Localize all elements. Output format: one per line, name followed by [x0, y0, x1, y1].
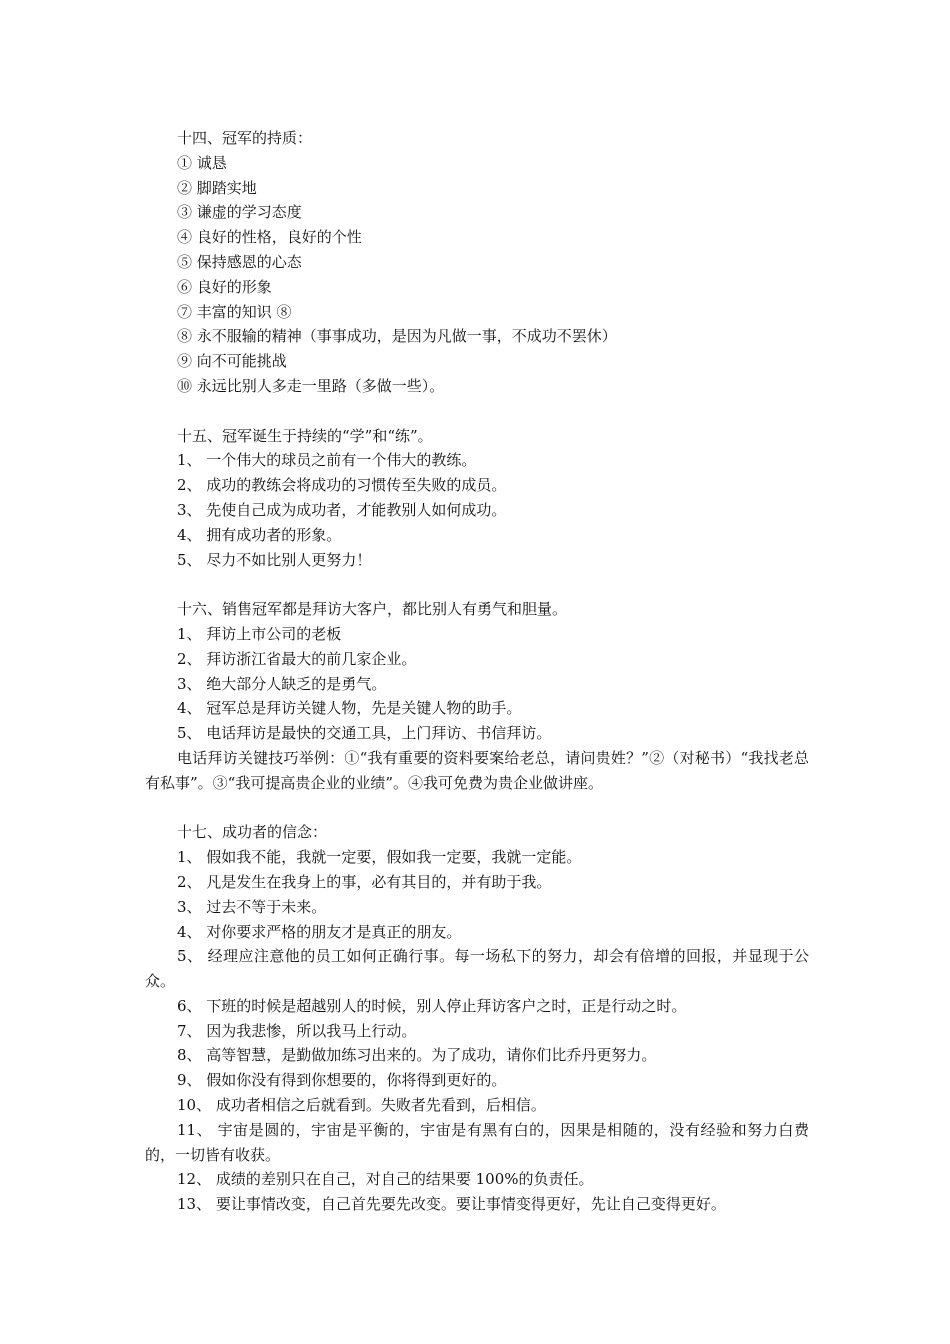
- list-item: ⑧ 永不服输的精神（事事成功，是因为凡做一事，不成功不罢休）: [177, 327, 617, 346]
- section-title: 十六、销售冠军都是拜访大客户，都比别人有勇气和胆量。: [177, 600, 568, 619]
- section-16: [145, 597, 809, 795]
- spacer: [145, 399, 809, 424]
- list-item: 12、 成绩的差别只在自己，对自己的结果要 100%的负责任。: [177, 1170, 594, 1189]
- list-item: 11、 宇宙是圆的，宇宙是平衡的，宇宙是有黑有白的，因果是相随的，没有经验和努力白费的，一切皆有收获。: [145, 1120, 809, 1164]
- list-item: ④ 良好的性格，良好的个性: [177, 228, 362, 247]
- list-item: 9、 假如你没有得到你想要的，你将得到更好的。: [177, 1071, 507, 1090]
- list-item: 13、 要让事情改变，自己首先要先改变。要让事情变得更好，先让自己变得更好。: [177, 1195, 726, 1214]
- section-title: 十五、冠军诞生于持续的“学”和“练”。: [177, 426, 433, 445]
- list-item: ① 诚恳: [177, 153, 227, 172]
- section-17: [145, 820, 809, 1217]
- list-item: 2、 拜访浙江省最大的前几家企业。: [177, 649, 417, 668]
- section-title: 十七、成功者的信念：: [177, 823, 328, 842]
- list-item: 4、 拥有成功者的形象。: [177, 525, 342, 544]
- list-item: 3、 绝大部分人缺乏的是勇气。: [177, 674, 387, 693]
- section-15: [145, 424, 809, 573]
- section-title: 十四、冠军的持质：: [177, 129, 313, 147]
- section-14: [145, 126, 809, 399]
- list-item: 4、 冠军总是拜访关键人物，先是关键人物的助手。: [177, 699, 522, 718]
- list-item: 7、 因为我悲惨，所以我马上行动。: [177, 1021, 417, 1040]
- list-item: 2、 成功的教练会将成功的习惯传至失败的成员。: [177, 476, 507, 495]
- list-item: 5、 电话拜访是最快的交通工具，上门拜访、书信拜访。: [177, 724, 552, 743]
- list-item: ⑥ 良好的形象: [177, 277, 272, 296]
- list-item: ⑦ 丰富的知识 ⑧: [177, 302, 292, 321]
- list-item: 1、 假如我不能，我就一定要，假如我一定要，我就一定能。: [177, 848, 582, 867]
- list-item: ③ 谦虚的学习态度: [177, 203, 302, 222]
- spacer: [145, 796, 809, 821]
- list-item: 10、 成功者相信之后就看到。失败者先看到，后相信。: [177, 1096, 546, 1115]
- list-item: 4、 对你要求严格的朋友才是真正的朋友。: [177, 922, 462, 941]
- list-item: 6、 下班的时候是超越别人的时候，别人停止拜访客户之时，正是行动之时。: [177, 996, 687, 1015]
- list-item: 8、 高等智慧，是勤做加练习出来的。为了成功，请你们比乔丹更努力。: [177, 1046, 657, 1065]
- paragraph-note: 电话拜访关键技巧举例：①“我有重要的资料要案给老总，请问贵姓？”②（对秘书）“我找老总有私事”。③“我可提高贵企业的业绩”。④我可免费为贵企业做讲座。: [145, 748, 809, 792]
- list-item: 3、 先使自己成为成功者，才能教别人如何成功。: [177, 500, 507, 519]
- list-item: 5、 尽力不如比别人更努力！: [177, 550, 372, 569]
- list-item: 2、 凡是发生在我身上的事，必有其目的，并有助于我。: [177, 872, 552, 891]
- document-page: [145, 126, 809, 1217]
- list-item: ⑨ 向不可能挑战: [177, 352, 287, 371]
- list-item: 1、 拜访上市公司的老板: [177, 624, 342, 643]
- list-item: 5、 经理应注意他的员工如何正确行事。每一场私下的努力，却会有倍增的回报，并显现于公众。: [145, 947, 809, 991]
- list-item: ② 脚踏实地: [177, 178, 257, 197]
- list-item: 3、 过去不等于未来。: [177, 897, 327, 916]
- spacer: [145, 572, 809, 597]
- list-item: ⑤ 保持感恩的心态: [177, 252, 302, 271]
- list-item: 1、 一个伟大的球员之前有一个伟大的教练。: [177, 451, 477, 470]
- list-item: ⑩ 永远比别人多走一里路（多做一些）。: [177, 376, 445, 395]
